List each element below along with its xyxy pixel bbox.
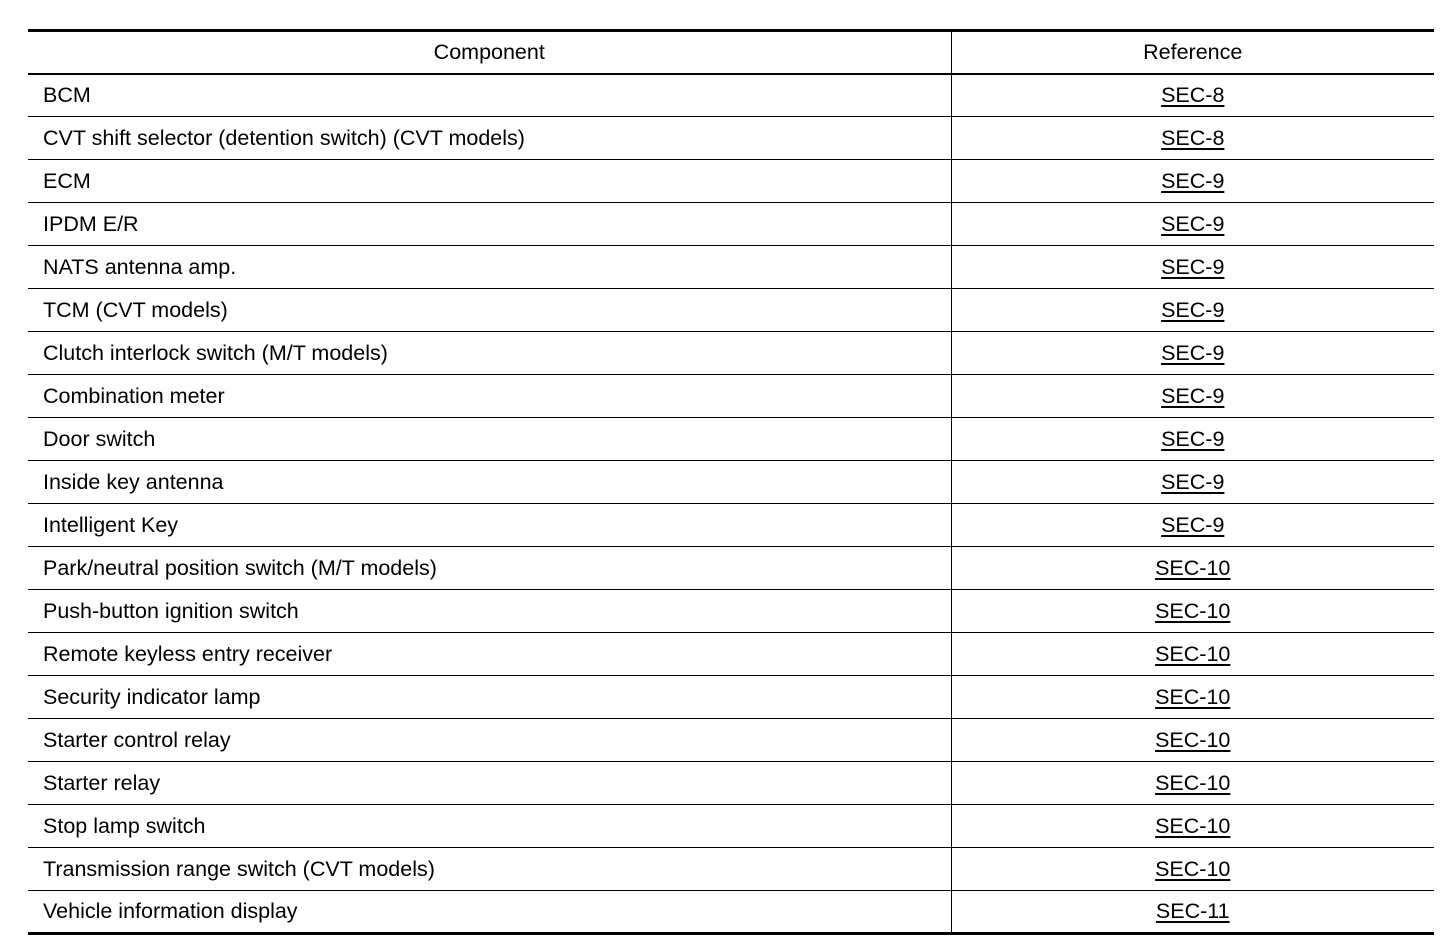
reference-cell (951, 719, 1434, 762)
component-cell: Starter relay (28, 762, 951, 805)
reference-link[interactable]: SEC-10 (1155, 598, 1231, 623)
reference-cell (951, 289, 1434, 332)
component-cell: IPDM E/R (28, 203, 951, 246)
component-cell: Door switch (28, 418, 951, 461)
component-cell: Stop lamp switch (28, 805, 951, 848)
table-body (28, 74, 1434, 934)
reference-link[interactable]: SEC-10 (1155, 770, 1231, 795)
table-row (28, 117, 1434, 160)
reference-link[interactable]: SEC-9 (1161, 383, 1225, 408)
component-cell: Clutch interlock switch (M/T models) (28, 332, 951, 375)
table-row (28, 289, 1434, 332)
component-cell: ECM (28, 160, 951, 203)
table-row (28, 590, 1434, 633)
component-cell: Transmission range switch (CVT models) (28, 848, 951, 891)
table-row (28, 848, 1434, 891)
header-component: Component (28, 31, 951, 74)
reference-link[interactable]: SEC-11 (1155, 899, 1230, 923)
table-row (28, 676, 1434, 719)
reference-cell (951, 805, 1434, 848)
reference-cell (951, 203, 1434, 246)
reference-link[interactable]: SEC-9 (1161, 512, 1225, 537)
component-cell: BCM (28, 74, 951, 117)
table-row (28, 504, 1434, 547)
reference-link[interactable]: SEC-9 (1161, 254, 1225, 279)
reference-link[interactable]: SEC-10 (1155, 555, 1231, 580)
reference-cell (951, 504, 1434, 547)
reference-link[interactable]: SEC-9 (1161, 297, 1225, 322)
table-row (28, 891, 1434, 934)
table-row (28, 805, 1434, 848)
component-cell: Inside key antenna (28, 461, 951, 504)
reference-link[interactable]: SEC-9 (1161, 168, 1225, 193)
reference-cell (951, 418, 1434, 461)
reference-link[interactable]: SEC-10 (1155, 813, 1231, 838)
table-header (28, 31, 1434, 74)
table-row (28, 633, 1434, 676)
component-cell: NATS antenna amp. (28, 246, 951, 289)
component-cell: CVT shift selector (detention switch) (CVT models) (28, 117, 951, 160)
table-row (28, 246, 1434, 289)
component-cell: Intelligent Key (28, 504, 951, 547)
component-reference-table (28, 29, 1434, 935)
reference-cell (951, 676, 1434, 719)
component-cell: Push-button ignition switch (28, 590, 951, 633)
header-row (28, 31, 1434, 74)
reference-link[interactable]: SEC-9 (1161, 340, 1225, 365)
reference-cell (951, 160, 1434, 203)
reference-cell (951, 848, 1434, 891)
component-reference-table-container (28, 29, 1434, 935)
reference-cell (951, 74, 1434, 117)
reference-cell (951, 547, 1434, 590)
reference-link[interactable]: SEC-9 (1161, 469, 1225, 494)
table-row (28, 547, 1434, 590)
reference-link[interactable]: SEC-10 (1155, 641, 1231, 666)
component-cell: Starter control relay (28, 719, 951, 762)
reference-cell (951, 891, 1434, 934)
reference-link[interactable]: SEC-8 (1161, 82, 1225, 107)
component-cell: Security indicator lamp (28, 676, 951, 719)
component-cell: Remote keyless entry receiver (28, 633, 951, 676)
table-row (28, 461, 1434, 504)
reference-link[interactable]: SEC-9 (1161, 426, 1225, 451)
table-row (28, 762, 1434, 805)
table-row (28, 332, 1434, 375)
component-cell: Park/neutral position switch (M/T models) (28, 547, 951, 590)
reference-link[interactable]: SEC-10 (1155, 684, 1231, 709)
reference-link[interactable]: SEC-9 (1161, 211, 1225, 236)
reference-cell (951, 461, 1434, 504)
reference-link[interactable]: SEC-10 (1155, 727, 1231, 752)
table-row (28, 160, 1434, 203)
table-row (28, 719, 1434, 762)
table-row (28, 375, 1434, 418)
reference-link[interactable]: SEC-8 (1161, 125, 1225, 150)
reference-cell (951, 590, 1434, 633)
reference-cell (951, 633, 1434, 676)
reference-cell (951, 332, 1434, 375)
reference-link[interactable]: SEC-10 (1155, 856, 1231, 881)
table-row (28, 74, 1434, 117)
component-cell: Combination meter (28, 375, 951, 418)
component-cell: Vehicle information display (28, 891, 951, 934)
reference-cell (951, 375, 1434, 418)
component-cell: TCM (CVT models) (28, 289, 951, 332)
header-reference: Reference (951, 31, 1434, 74)
reference-cell (951, 117, 1434, 160)
table-row (28, 203, 1434, 246)
table-row (28, 418, 1434, 461)
reference-cell (951, 246, 1434, 289)
reference-cell (951, 762, 1434, 805)
